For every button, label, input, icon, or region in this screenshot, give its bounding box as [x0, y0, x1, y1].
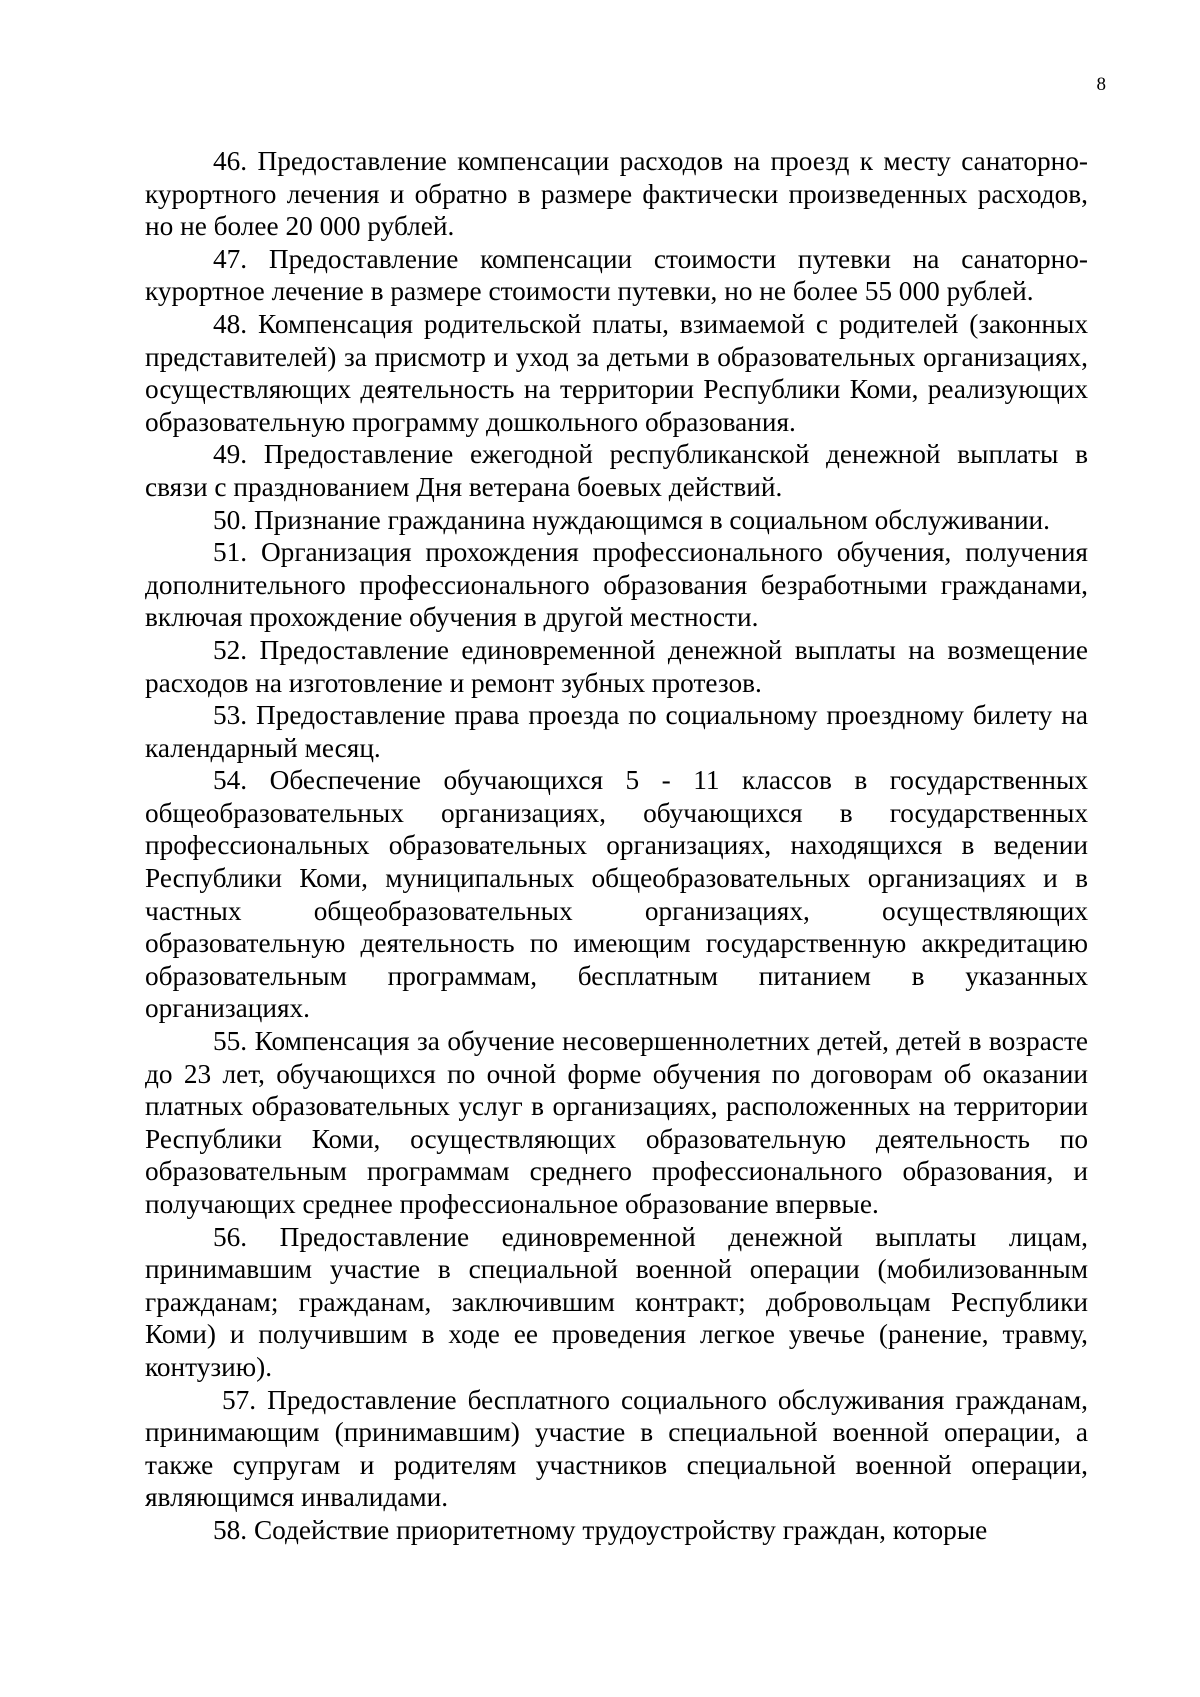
- list-item-55: 55. Компенсация за обучение несовершеннолетних детей, детей в возрасте до 23 лет, обучающихся по очной форме обучения по договорам об оказании платных образовательных услуг в организациях, расположенных на территории Республики Коми, осуществляющих образовательную деятельность по образовательным программам среднего профессионального образования, и получающих среднее профессиональное образование впервые.: [145, 1026, 1088, 1219]
- list-item-53: 53. Предоставление права проезда по социальному проездному билету на календарный месяц.: [145, 700, 1088, 763]
- list-item-57: 57. Предоставление бесплатного социального обслуживания гражданам, принимающим (принимавшим) участие в специальной военной операции, а также супругам и родителям участников специальной военной операции, являющимся инвалидами.: [145, 1384, 1088, 1513]
- list-item-47: 47. Предоставление компенсации стоимости путевки на санаторно-курортное лечение в размере стоимости путевки, но не более 55 000 рублей.: [145, 243, 1088, 307]
- page-number: 8: [1096, 74, 1106, 95]
- list-item-54: 54. Обеспечение обучающихся 5 - 11 классов в государственных общеобразовательных организациях, обучающихся в государственных профессиональных образовательных организациях, находящихся в ведении Республики Коми, муниципальных общеобразовательных организациях и в частных общеобразовательных организациях, осуществляющих образовательную деятельность по имеющим государственную аккредитацию образовательным программам, бесплатным питанием в указанных организациях.: [145, 765, 1088, 1024]
- list-item-52: 52. Предоставление единовременной денежной выплаты на возмещение расходов на изготовление и ремонт зубных протезов.: [145, 634, 1088, 698]
- list-item-49: 49. Предоставление ежегодной республиканской денежной выплаты в связи с празднованием Дня ветерана боевых действий.: [145, 439, 1088, 502]
- list-item-46: 46. Предоставление компенсации расходов на проезд к месту санаторно-курортного лечения и обратно в размере фактически произведенных расходов, но не более 20 000 рублей.: [145, 146, 1088, 242]
- list-item-56: 56. Предоставление единовременной денежной выплаты лицам, принимавшим участие в специальной военной операции (мобилизованным гражданам; гражданам, заключившим контракт; добровольцам Республики Коми) и получившим в ходе ее проведения легкое увечье (ранение, травму, контузию).: [145, 1221, 1088, 1382]
- document-body: [145, 145, 1088, 1547]
- list-item-48: 48. Компенсация родительской платы, взимаемой с родителей (законных представителей) за присмотр и уход за детьми в образовательных организациях, осуществляющих деятельность на территории Республики Коми, реализующих образовательную программу дошкольного образования.: [145, 308, 1088, 437]
- list-item-50: 50. Признание гражданина нуждающимся в социальном обслуживании.: [213, 504, 1050, 535]
- list-item-58: 58. Содействие приоритетному трудоустройству граждан, которые: [213, 1514, 988, 1545]
- list-item-51: 51. Организация прохождения профессионального обучения, получения дополнительного профессионального образования безработными гражданами, включая прохождение обучения в другой местности.: [145, 537, 1088, 633]
